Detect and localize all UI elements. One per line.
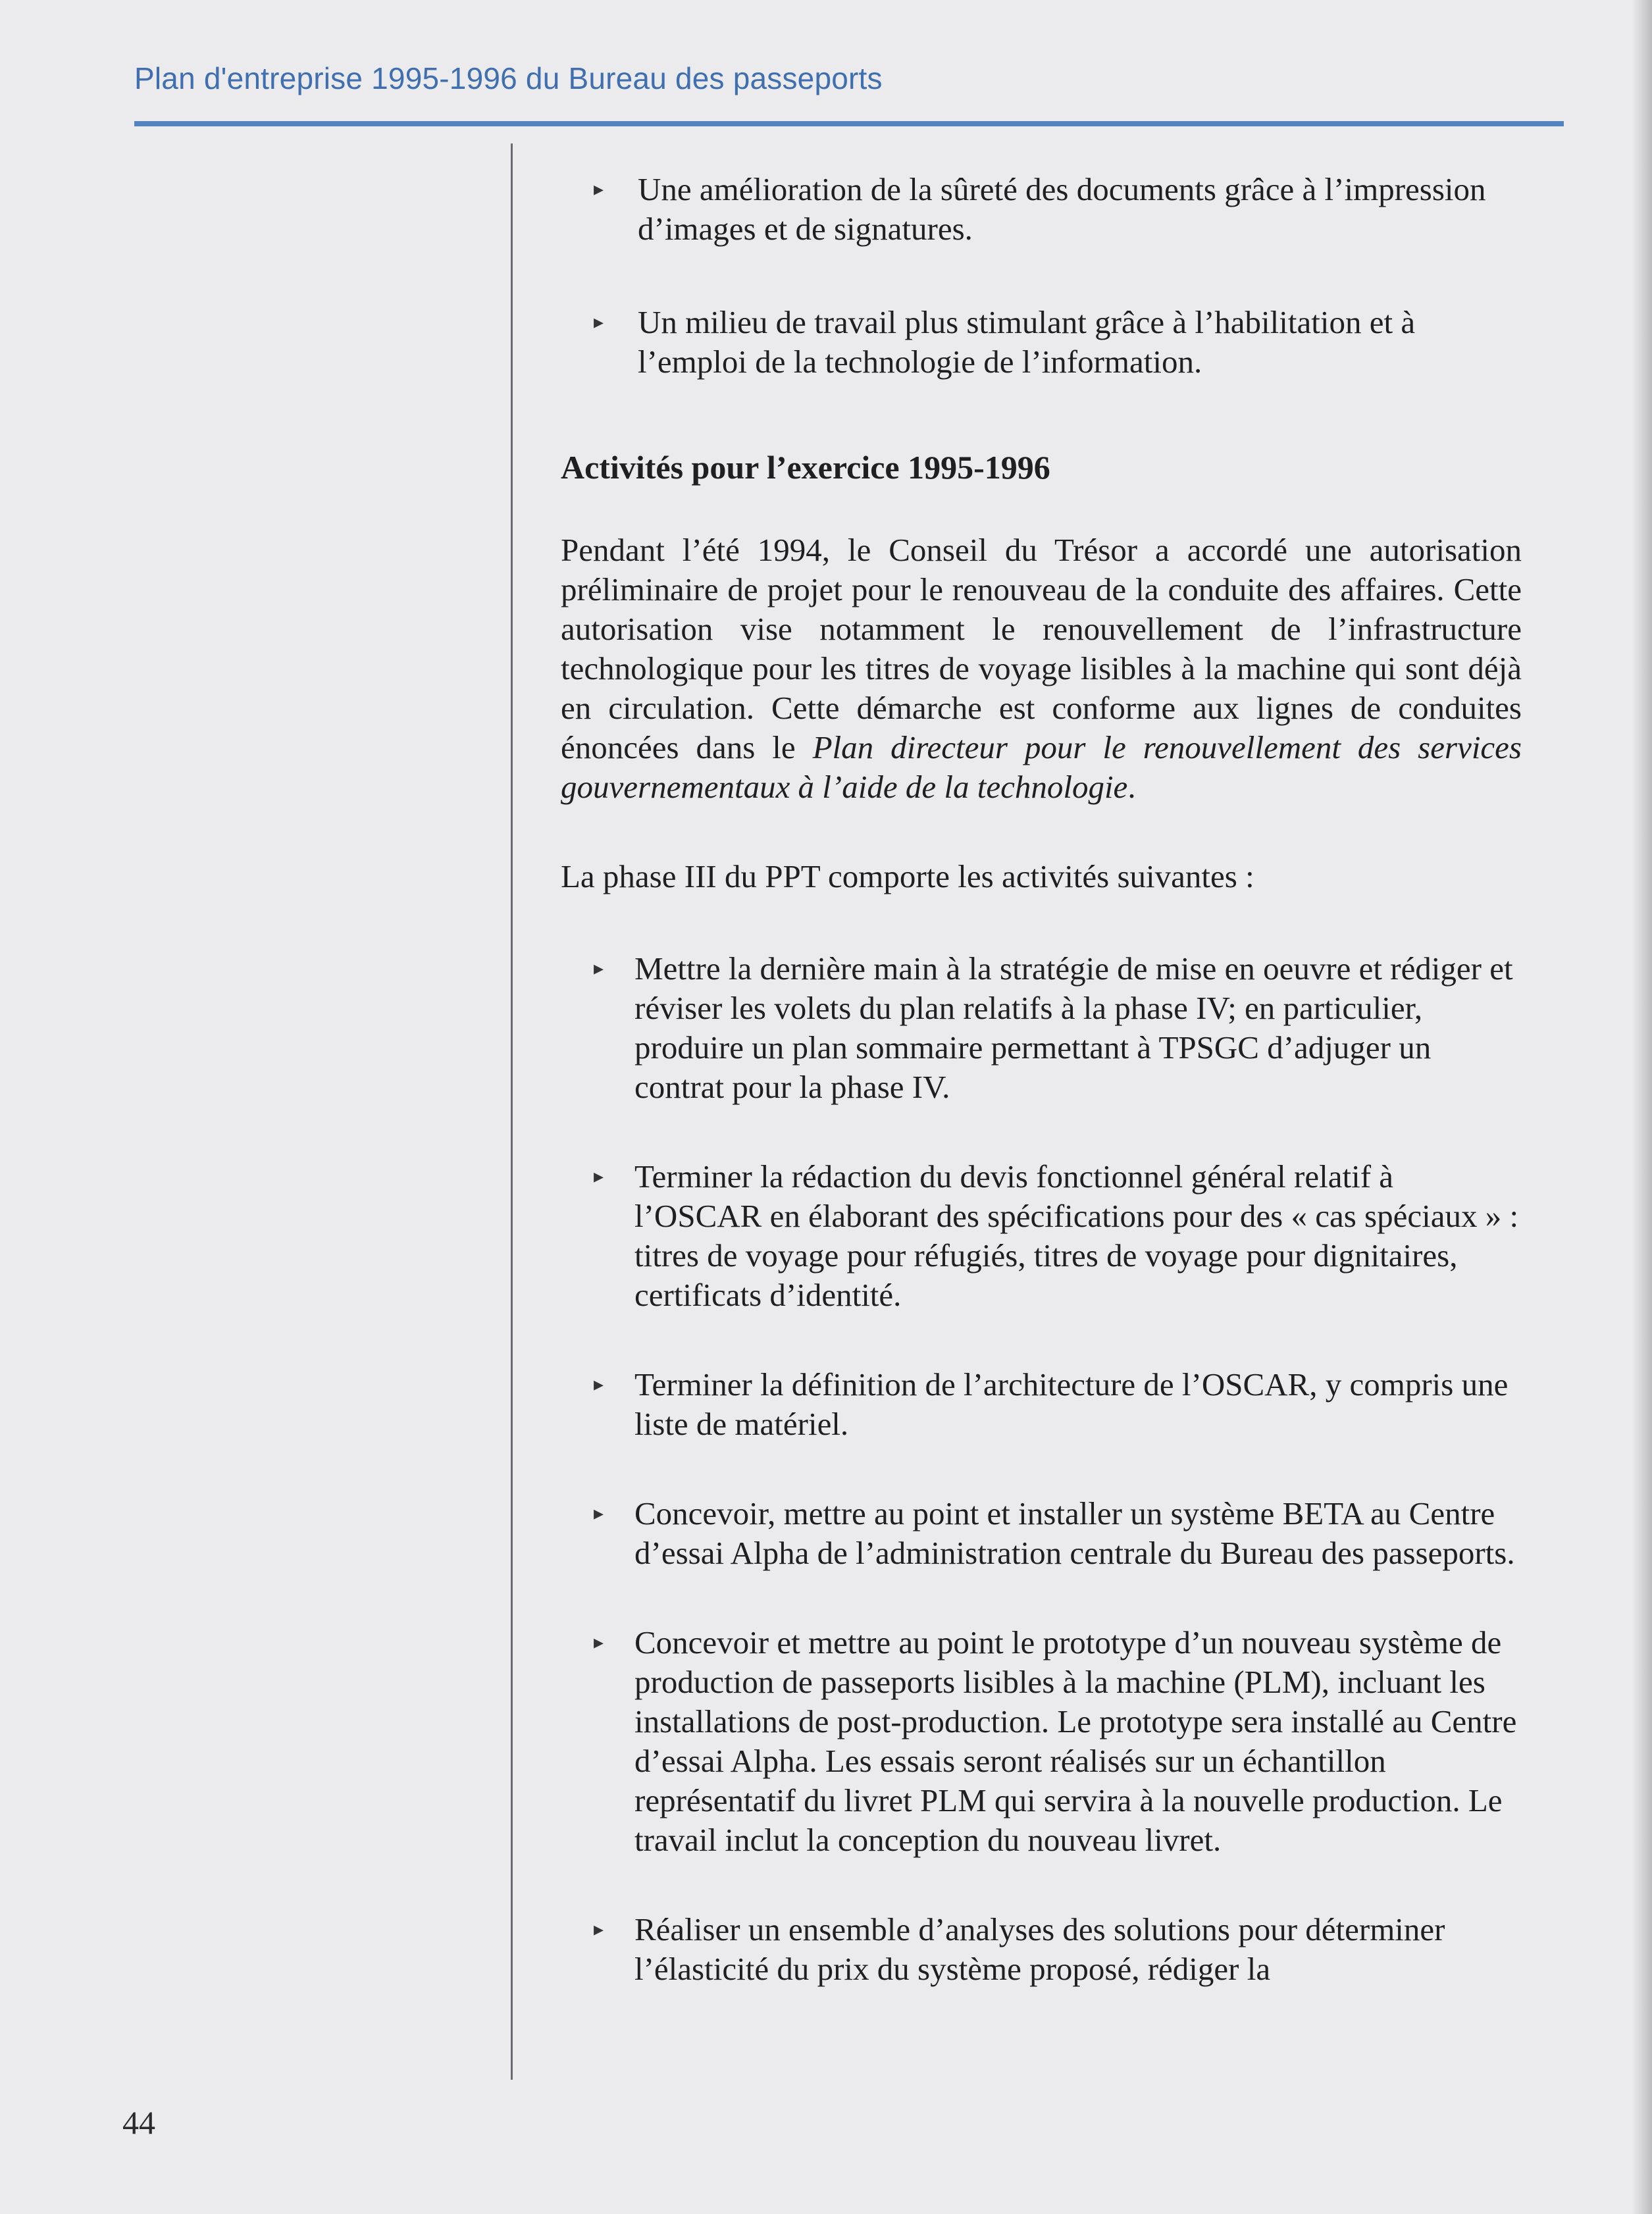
activities-list (561, 949, 1522, 1989)
section-heading: Activités pour l’exercice 1995-1996 (561, 449, 1050, 486)
list-item (561, 1365, 1522, 1444)
list-item-text: Réaliser un ensemble d’analyses des solutions pour déterminer l’élasticité du prix du système proposé, rédiger la (634, 1911, 1445, 1987)
paragraph-end: . (1127, 769, 1136, 805)
list-item (561, 1494, 1522, 1573)
main-content (561, 170, 1522, 1989)
list-item (561, 1910, 1522, 1989)
column-rule (511, 143, 513, 2080)
header-rule (134, 121, 1564, 126)
bullet-triangle-icon: ▸ (594, 1374, 604, 1395)
list-item (561, 949, 1522, 1107)
bullet-triangle-icon: ▸ (594, 1166, 604, 1187)
bullet-triangle-icon: ▸ (594, 958, 604, 979)
list-item (561, 1623, 1522, 1860)
list-lead-in: La phase III du PPT comporte les activités suivantes : (561, 858, 1254, 894)
running-header: Plan d'entreprise 1995-1996 du Bureau des passeports (134, 61, 883, 95)
bullet-triangle-icon: ▸ (594, 1503, 604, 1524)
list-item-text: Concevoir et mettre au point le prototype d’un nouveau système de production de passeports lisibles à la machine (PLM), incluant les installations de post-production. Le prototype sera installé au Centre d’essai Alpha. Les essais seront réalisés sur un échantillon représentatif du livret PLM qui servira à la nouvelle production. Le travail inclut la conception du nouveau livret. (634, 1624, 1517, 1858)
list-item-text: Un milieu de travail plus stimulant grâce à l’habilitation et à l’emploi de la technologie de l’information. (638, 304, 1416, 380)
bullet-triangle-icon: ▸ (594, 1918, 604, 1940)
page-edge-shadow (1632, 0, 1652, 2214)
page-number: 44 (122, 2104, 155, 2141)
body-paragraph (561, 530, 1522, 807)
list-item-text: Mettre la dernière main à la stratégie de mise en oeuvre et rédiger et réviser les volets du plan relatifs à la phase IV; en particulier, produire un plan sommaire permettant à TPSGC d’adjuger un contrat pour la phase IV. (634, 950, 1513, 1105)
bullet-triangle-icon: ▸ (594, 1632, 604, 1653)
bullet-triangle-icon: ▸ (594, 178, 604, 200)
list-item (561, 303, 1522, 382)
list-item (561, 1157, 1522, 1315)
list-item-text: Terminer la définition de l’architecture de l’OSCAR, y compris une liste de matériel. (634, 1366, 1509, 1442)
bullet-triangle-icon: ▸ (594, 311, 604, 333)
document-title-reference: Plan directeur pour le renouvellement des services gouvernementaux à l’aide de la technologie (561, 729, 1522, 805)
list-item-text: Concevoir, mettre au point et installer un système BETA au Centre d’essai Alpha de l’administration centrale du Bureau des passeports. (634, 1495, 1515, 1571)
list-item-text: Terminer la rédaction du devis fonctionnel général relatif à l’OSCAR en élaborant des spécifications pour des « cas spéciaux » : titres de voyage pour réfugiés, titres de voyage pour dignitaires, certificats d’identité. (634, 1158, 1519, 1313)
paragraph-text: Pendant l’été 1994, le Conseil du Trésor a accordé une autorisation préliminaire de projet pour le renouveau de la conduite des affaires. Cette autorisation vise notamment le renouvellement de l’infrastructure technologique pour les titres de voyage lisibles à la machine qui sont déjà en circulation. Cette démarche est conforme aux lignes de conduites énoncées dans le (561, 532, 1522, 765)
list-item (561, 170, 1522, 249)
list-item-text: Une amélioration de la sûreté des documents grâce à l’impression d’images et de signatures. (638, 171, 1486, 247)
